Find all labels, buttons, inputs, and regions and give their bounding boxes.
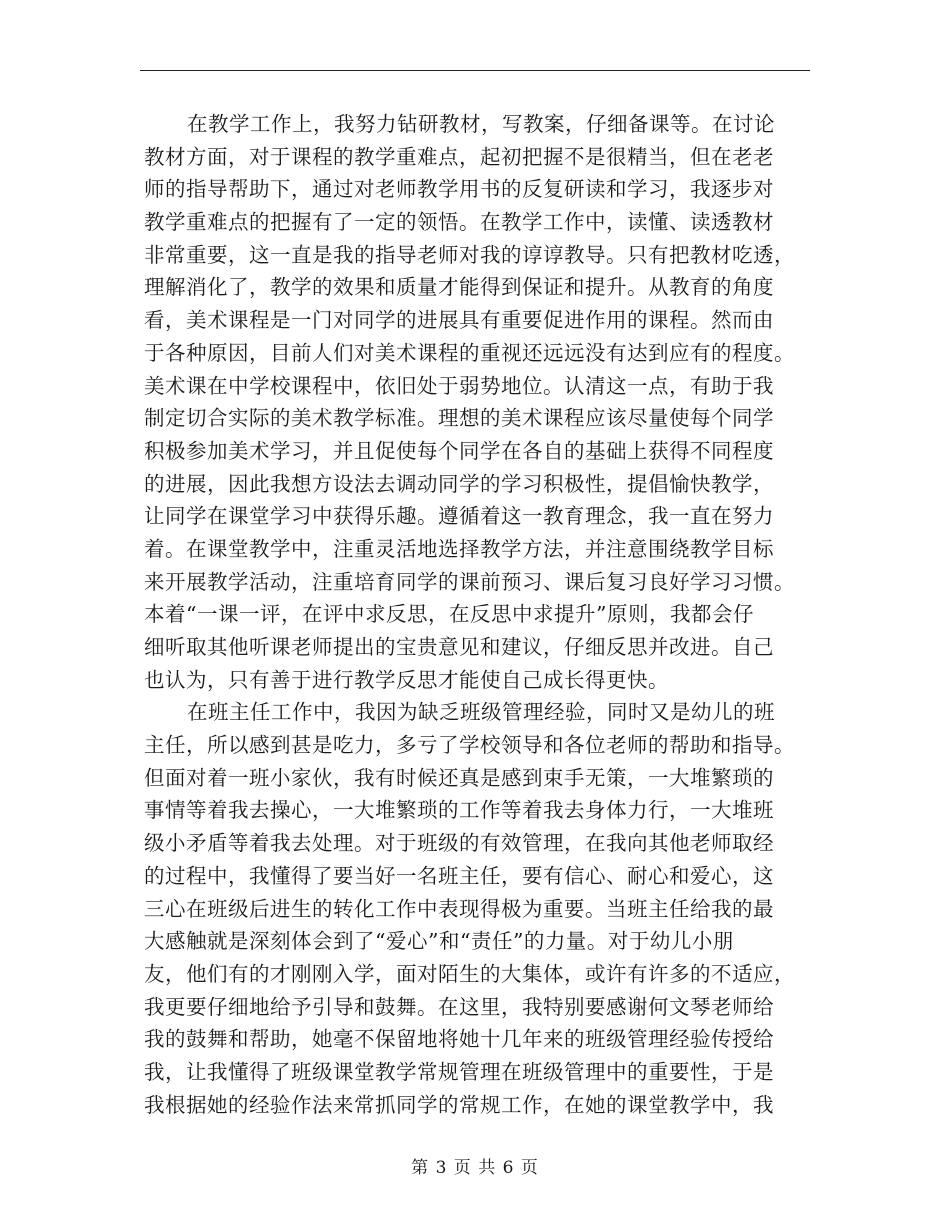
paragraph-line: 师的指导帮助下，通过对老师教学用书的反复研读和学习，我逐步对 <box>144 177 774 202</box>
paragraph-line: 看，美术课程是一门对同学的进展具有重要促进作用的课程。然而由 <box>144 308 774 333</box>
paragraph-line: 非常重要，这一直是我的指导老师对我的谆谆教导。只有把教材吃透， <box>144 242 795 267</box>
paragraph-line: 教学重难点的把握有了一定的领悟。在教学工作中，读懂、读透教材 <box>144 210 774 235</box>
paragraph-line: 在班主任工作中，我因为缺乏班级管理经验，同时又是幼儿的班 <box>187 700 775 725</box>
paragraph-line: 着。在课堂教学中，注重灵活地选择教学方法，并注意围绕教学目标 <box>144 536 774 561</box>
paragraph-line: 我，让我懂得了班级课堂教学常规管理在班级管理中的重要性，于是 <box>144 1059 774 1084</box>
document-body <box>144 108 814 1121</box>
paragraph-line: 制定切合实际的美术教学标准。理想的美术课程应该尽量使每个同学 <box>144 406 774 431</box>
paragraph-line: 我更要仔细地给予引导和鼓舞。在这里，我特别要感谢何文琴老师给 <box>144 994 774 1019</box>
paragraph-line: 的进展，因此我想方设法去调动同学的学习积极性，提倡愉快教学， <box>144 471 774 496</box>
paragraph-line: 美术课在中学校课程中，依旧处于弱势地位。认清这一点，有助于我 <box>144 373 774 398</box>
paragraph-line: 大感触就是深刻体会到了“爱心”和“责任”的力量。对于幼儿小朋 <box>144 929 734 954</box>
paragraph-line: 但面对着一班小家伙，我有时候还真是感到束手无策，一大堆繁琐的 <box>144 765 774 790</box>
paragraph-line: 细听取其他听课老师提出的宝贵意见和建议，仔细反思并改进。自己 <box>144 635 774 659</box>
paragraph-line: 教材方面，对于课程的教学重难点，起初把握不是很精当，但在老老 <box>144 144 774 169</box>
page-number-footer: 第 3 页 共 6 页 <box>411 1158 539 1178</box>
paragraph-line: 来开展教学活动，注重培育同学的课前预习、课后复习良好学习习惯。 <box>144 569 795 594</box>
paragraph-line: 也认为，只有善于进行教学反思才能使自己成长得更快。 <box>144 667 669 692</box>
paragraph-line: 事情等着我去操心，一大堆繁琐的工作等着我去身体力行，一大堆班 <box>144 798 774 823</box>
paragraph-line: 本着“一课一评，在评中求反思，在反思中求提升”原则，我都会仔 <box>144 602 754 627</box>
paragraph-line: 让同学在课堂学习中获得乐趣。遵循着这一教育理念，我一直在努力 <box>144 504 774 529</box>
paragraph-line: 的过程中，我懂得了要当好一名班主任，要有信心、耐心和爱心，这 <box>144 863 774 888</box>
paragraph-line: 积极参加美术学习，并且促使每个同学在各自的基础上获得不同程度 <box>144 438 774 463</box>
paragraph-line: 于各种原因，目前人们对美术课程的重视还远远没有达到应有的程度。 <box>144 340 795 365</box>
paragraph-line: 级小矛盾等着我去处理。对于班级的有效管理，在我向其他老师取经 <box>144 831 774 856</box>
paragraph-line: 主任，所以感到甚是吃力，多亏了学校领导和各位老师的帮助和指导。 <box>144 733 795 758</box>
paragraph-line: 三心在班级后进生的转化工作中表现得极为重要。当班主任给我的最 <box>144 896 774 921</box>
header-rule <box>140 70 810 71</box>
paragraph-line: 理解消化了，教学的效果和质量才能得到保证和提升。从教育的角度 <box>144 275 774 300</box>
paragraph-line: 友，他们有的才刚刚入学，面对陌生的大集体，或许有许多的不适应， <box>144 961 795 986</box>
paragraph-line: 我根据她的经验作法来常抓同学的常规工作，在她的课堂教学中，我 <box>144 1092 774 1117</box>
paragraph-line: 我的鼓舞和帮助，她毫不保留地将她十几年来的班级管理经验传授给 <box>144 1027 774 1052</box>
paragraph-line: 在教学工作上，我努力钻研教材，写教案，仔细备课等。在讨论 <box>187 112 775 136</box>
